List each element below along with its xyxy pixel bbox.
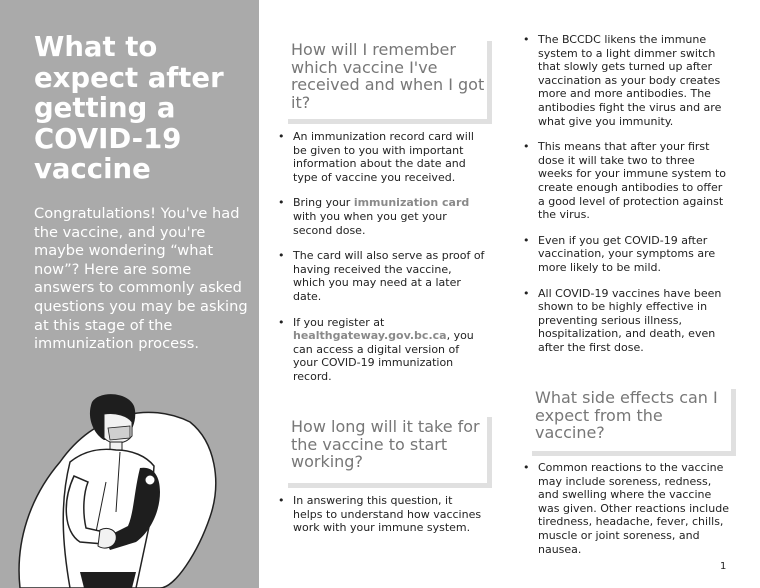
page-title: What to expect after getting a COVID-19 vaccine [34, 31, 224, 186]
list-item: • If you register at healthgateway.gov.bc.ca, you can access a digital version of your COVID-19 immunization record. [275, 316, 485, 384]
immunization-card-link[interactable]: immunization card [353, 196, 470, 210]
immune-system-list [520, 33, 732, 366]
vaccinated-man-illustration [0, 392, 259, 588]
section-heading-remember-vaccine: How will I remember which vaccine I've received and when I got it? [283, 36, 487, 119]
sidebar-panel [0, 0, 259, 588]
page-number: 1 [720, 561, 727, 572]
list-item: • Common reactions to the vaccine may include soreness, redness, and swelling where the vaccine was given. Other reactions include tiredness, headache, fever, chills, muscle or joint soreness, and nausea. [520, 461, 732, 556]
vaccine-timing-list [275, 494, 485, 547]
intro-paragraph: Congratulations! You've had the vaccine, and you're maybe wondering “what now”? Here are some answers to commonly asked questions you may be asking at this stage of the immunization process. [34, 205, 248, 353]
list-item: • The BCCDC likens the immune system to a light dimmer switch that slowly gets turned up after vaccination as your body creates more and more antibodies. The antibodies fight the virus and are what give you immunity. [520, 33, 732, 128]
list-item: • An immunization record card will be given to you with important information about the date and type of vaccine you received. [275, 130, 485, 184]
healthgateway-link[interactable]: healthgateway.gov.bc.ca [293, 329, 447, 343]
remember-vaccine-list [275, 130, 485, 396]
list-item: • Even if you get COVID-19 after vaccination, your symptoms are more likely to be mild. [520, 234, 732, 275]
side-effects-list [520, 461, 732, 568]
section-heading-vaccine-timing: How long will it take for the vaccine to start working? [283, 412, 487, 483]
list-item: • The card will also serve as proof of having received the vaccine, which you may need at a later date. [275, 249, 485, 303]
list-item: • All COVID-19 vaccines have been shown to be highly effective in preventing serious illness, hospitalization, and death, even after the first dose. [520, 287, 732, 355]
list-item: • Bring your immunization card with you when you get your second dose. [275, 196, 485, 237]
section-heading-side-effects: What side effects can I expect from the vaccine? [527, 384, 731, 451]
list-item: • In answering this question, it helps to understand how vaccines work with your immune system. [275, 494, 485, 535]
list-item: • This means that after your first dose it will take two to three weeks for your immune system to create enough antibodies to offer a good level of protection against the virus. [520, 140, 732, 222]
